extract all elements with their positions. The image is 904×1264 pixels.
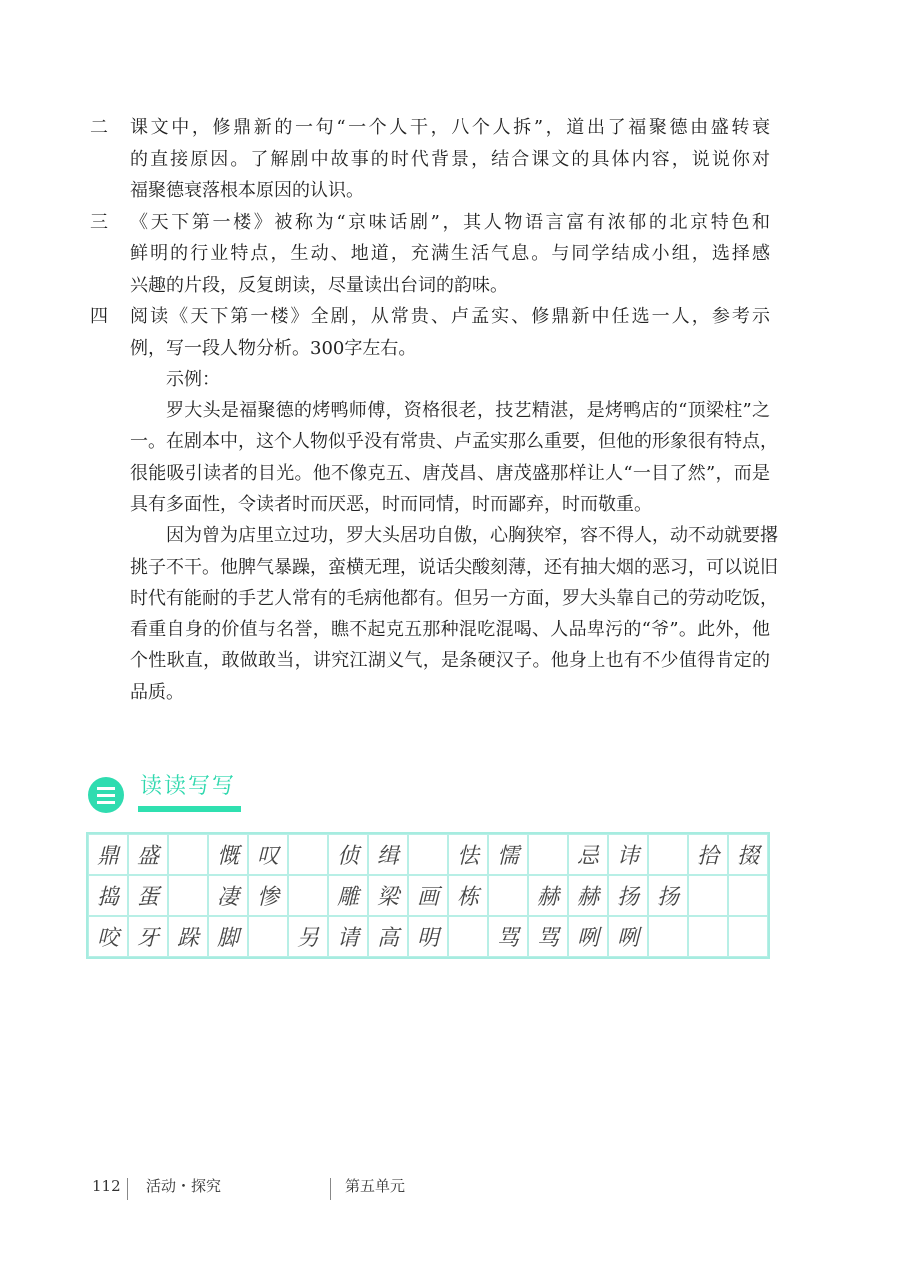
vocabulary-cell: 拾 [688,834,728,875]
example-paragraph-line: 很能吸引读者的目光。他不像克五、唐茂昌、唐茂盛那样让人“一目了然”，而是 [130,462,771,484]
vocabulary-cell: 盛 [128,834,168,875]
question-text-line: 《天下第一楼》被称为“京味话剧”，其人物语言富有浓郁的北京特色和 [130,211,773,233]
section-title: 读读写写 [140,774,237,799]
vocabulary-cell: 请 [328,916,368,957]
vocabulary-cell: 怯 [448,834,488,875]
example-paragraph-line: 一。在剧本中，这个人物似乎没有常贵、卢孟实那么重要，但他的形象很有特点， [130,431,778,453]
vocabulary-cell: 扬 [648,875,688,916]
vocabulary-cell [168,875,208,916]
example-paragraph-line: 挑子不干。他脾气暴躁，蛮横无理，说话尖酸刻薄，还有抽大烟的恶习，可以说旧 [130,556,778,578]
vocabulary-cell [688,916,728,957]
question-number: 二 [90,117,108,138]
vocabulary-cell: 懦 [488,834,528,875]
vocabulary-cell [648,834,688,875]
vocabulary-grid [86,832,770,959]
question-text-line: 阅读《天下第一楼》全剧，从常贵、卢孟实、修鼎新中任选一人，参考示 [130,306,773,327]
vocabulary-cell: 高 [368,916,408,957]
vocabulary-cell: 咬 [88,916,128,957]
vocabulary-cell: 骂 [528,916,568,957]
vocabulary-cell: 咧 [608,916,648,957]
question-text-line: 例，写一段人物分析。300字左右。 [130,337,417,359]
question-text-line: 鲜明的行业特点，生动、地道，充满生活气息。与同学结成小组，选择感 [130,243,773,264]
question-number: 四 [90,306,108,327]
example-label: 示例： [166,369,220,390]
vocabulary-cell [408,834,448,875]
vocabulary-cell: 咧 [568,916,608,957]
footer-divider [330,1178,331,1200]
vocabulary-cell: 讳 [608,834,648,875]
vocabulary-cell: 跺 [168,916,208,957]
vocabulary-cell [728,875,768,916]
example-paragraph-line: 罗大头是福聚德的烤鸭师傅，资格很老，技艺精湛，是烤鸭店的“顶梁柱”之 [166,400,771,421]
vocabulary-cell: 另 [288,916,328,957]
example-paragraph-line: 因为曾为店里立过功，罗大头居功自傲，心胸狭窄，容不得人，动不动就要撂 [166,525,778,547]
question-text-line: 兴趣的片段，反复朗读，尽量读出台词的韵味。 [130,274,508,296]
section-title-underline [138,806,241,812]
example-paragraph-line: 品质。 [130,681,184,703]
vocabulary-cell [488,875,528,916]
section-number-icon [88,777,124,813]
vocabulary-cell: 牙 [128,916,168,957]
example-paragraph-line: 个性耿直，敢做敢当，讲究江湖义气，是条硬汉子。他身上也有不少值得肯定的 [130,650,771,672]
vocabulary-cell: 侦 [328,834,368,875]
question-text-line: 课文中，修鼎新的一句“一个人干，八个人拆”，道出了福聚德由盛转衰 [130,117,773,138]
vocabulary-cell: 缉 [368,834,408,875]
footer-section: 活动・探究 [146,1177,222,1195]
example-paragraph-line: 看重自身的价值与名誉，瞧不起克五那种混吃混喝、人品卑污的“爷”。此外，他 [130,619,771,641]
footer-unit: 第五单元 [345,1177,406,1195]
vocabulary-cell: 叹 [248,834,288,875]
vocabulary-cell: 画 [408,875,448,916]
vocabulary-cell: 扬 [608,875,648,916]
vocabulary-cell: 慨 [208,834,248,875]
vocabulary-cell [448,916,488,957]
vocabulary-cell [248,916,288,957]
question-text-line: 的直接原因。了解剧中故事的时代背景，结合课文的具体内容，说说你对 [130,148,773,170]
example-paragraph-line: 时代有能耐的手艺人常有的毛病他都有。但另一方面，罗大头靠自己的劳动吃饭， [130,587,778,609]
vocabulary-cell [528,834,568,875]
vocabulary-cell: 赫 [568,875,608,916]
example-paragraph-line: 具有多面性，令读者时而厌恶，时而同情，时而鄙弃，时而敬重。 [130,493,652,515]
vocabulary-cell [688,875,728,916]
vocabulary-cell [168,834,208,875]
vocabulary-cell [728,916,768,957]
page-number: 112 [92,1177,121,1195]
vocabulary-cell [288,834,328,875]
vocabulary-cell: 赫 [528,875,568,916]
vocabulary-cell: 梁 [368,875,408,916]
vocabulary-cell: 栋 [448,875,488,916]
vocabulary-cell: 雕 [328,875,368,916]
vocabulary-cell [288,875,328,916]
vocabulary-cell: 掇 [728,834,768,875]
vocabulary-cell: 蛋 [128,875,168,916]
vocabulary-cell: 鼎 [88,834,128,875]
vocabulary-cell: 骂 [488,916,528,957]
vocabulary-cell: 脚 [208,916,248,957]
question-number: 三 [90,211,108,233]
vocabulary-cell [648,916,688,957]
question-text-line: 福聚德衰落根本原因的认识。 [130,180,364,201]
vocabulary-cell: 凄 [208,875,248,916]
vocabulary-cell: 忌 [568,834,608,875]
vocabulary-cell: 捣 [88,875,128,916]
vocabulary-cell: 惨 [248,875,288,916]
vocabulary-cell: 明 [408,916,448,957]
footer-divider [127,1178,128,1200]
